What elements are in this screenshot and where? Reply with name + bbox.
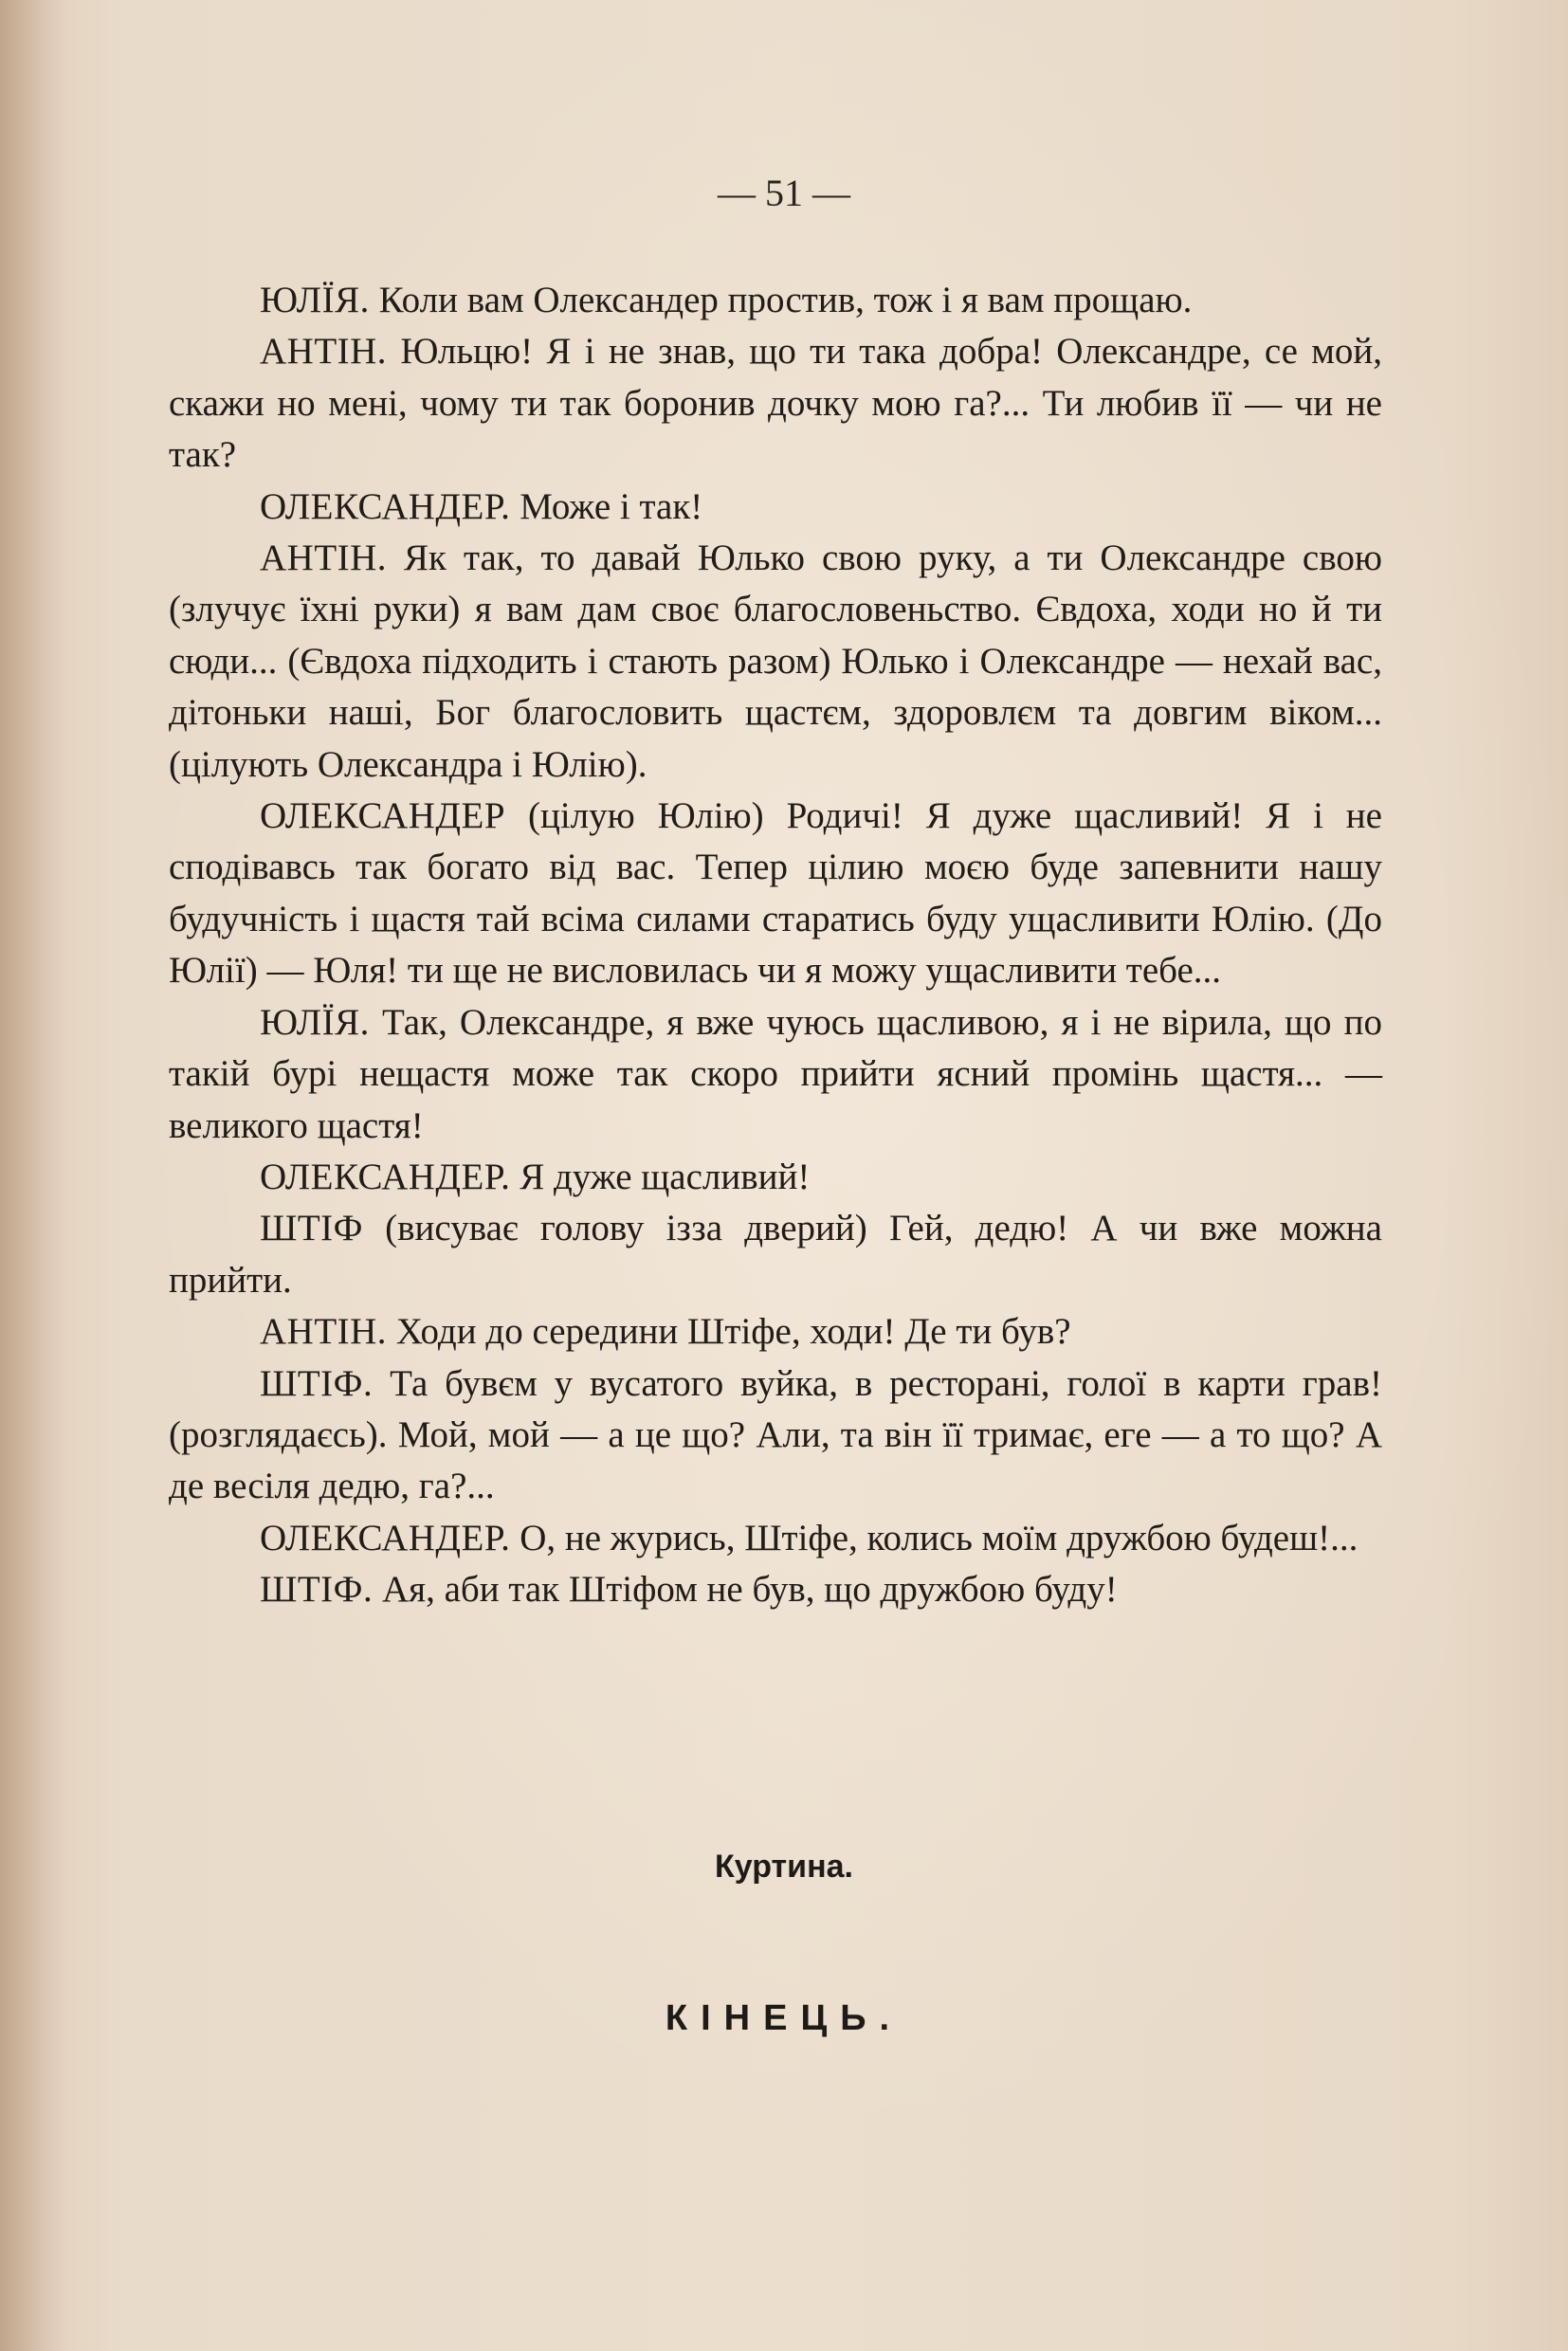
- dialogue-paragraph: [169, 1564, 1382, 1615]
- speaker-name: АНТІН.: [260, 1311, 388, 1353]
- dialogue-paragraph: [169, 997, 1382, 1152]
- speaker-name: АНТІН.: [260, 538, 388, 579]
- dialogue-text: Коли вам Олександер простив, тож і я вам прощаю.: [378, 280, 1193, 320]
- dialogue-text: Юльцю! Я і не знав, що ти така добра! Олександре, се мой, скажи но мені, чому ти так боронив дочку мою га?... Ти любив її — чи не так?: [169, 331, 1383, 476]
- play-text: [169, 275, 1382, 1616]
- curtain-heading: Куртина.: [715, 1849, 853, 1885]
- speaker-name: ЮЛЇЯ.: [260, 1001, 370, 1043]
- speaker-name: ОЛЕКСАНДЕР: [260, 795, 506, 837]
- dialogue-paragraph: [169, 482, 1382, 533]
- end-heading: КІНЕЦЬ.: [665, 1998, 903, 2038]
- dialogue-text: Я дуже щасливий!: [520, 1156, 811, 1197]
- dialogue-paragraph: [169, 275, 1382, 326]
- speaker-name: ШТІФ: [260, 1208, 363, 1249]
- speaker-name: ОЛЕКСАНДЕР.: [260, 485, 511, 527]
- speaker-name: ШТІФ.: [260, 1362, 374, 1404]
- dialogue-paragraph: [169, 326, 1382, 481]
- speaker-name: АНТІН.: [260, 331, 388, 373]
- speaker-name: ШТІФ.: [260, 1569, 374, 1611]
- dialogue-paragraph: [169, 1203, 1382, 1306]
- dialogue-paragraph: [169, 1358, 1382, 1513]
- dialogue-paragraph: [169, 1306, 1382, 1358]
- dialogue-paragraph: [169, 1513, 1382, 1564]
- speaker-name: ЮЛЇЯ.: [260, 280, 370, 320]
- dialogue-text: Та бувєм у вусатого вуйка, в ресторані, голої в карти грав! (розглядаєсь). Мой, мой — а це що? Али, та він її тримає, еге — а то що? А де весіля дедю, га?...: [169, 1362, 1383, 1507]
- speaker-name: ОЛЕКСАНДЕР.: [260, 1156, 511, 1197]
- dialogue-text: Так, Олександре, я вже чуюсь щасливою, я і не вірила, що по такій бурі нещастя може так скоро прийти ясний промінь щастя... — великого щастя!: [169, 1001, 1383, 1146]
- speaker-name: ОЛЕКСАНДЕР.: [260, 1517, 511, 1558]
- page-number: — 51 —: [718, 172, 850, 214]
- dialogue-text: (висуває голову ізза дверий) Гей, дедю! А чи вже можна прийти.: [169, 1208, 1382, 1301]
- dialogue-paragraph: [169, 791, 1382, 997]
- dialogue-text: Ая, аби так Штіфом не був, що дружбою буду!: [381, 1569, 1118, 1611]
- dialogue-text: (цілую Юлію) Родичі! Я дуже щасливий! Я і не сподівавсь так богато від вас. Тепер цілию моєю буде запевнити нашу будучність і щастя тай всіма силами старатись буду ущасливити Юлію. (До Юлії) — Юля! ти ще не висловилась чи я можу ущасливити тебе...: [169, 795, 1382, 992]
- dialogue-paragraph: [169, 533, 1382, 791]
- dialogue-text: О, не журись, Штіфе, колись моїм дружбою будеш!...: [520, 1517, 1358, 1558]
- dialogue-text: Може і так!: [520, 485, 703, 527]
- dialogue-text: Ходи до середини Штіфе, ходи! Де ти був?: [395, 1311, 1071, 1353]
- dialogue-paragraph: [169, 1152, 1382, 1203]
- dialogue-text: Як так, то давай Юлько свою руку, а ти Олександре свою (злучує їхні руки) я вам дам своє благословеньство. Євдоха, ходи но й ти сюди... (Євдоха підходить і стають разом) Юлько і Олександре — нехай вас, дітоньки наші, Бог благословить щастєм, здоровлєм та довгим віком... (цілують Олександра і Юлію).: [169, 538, 1383, 785]
